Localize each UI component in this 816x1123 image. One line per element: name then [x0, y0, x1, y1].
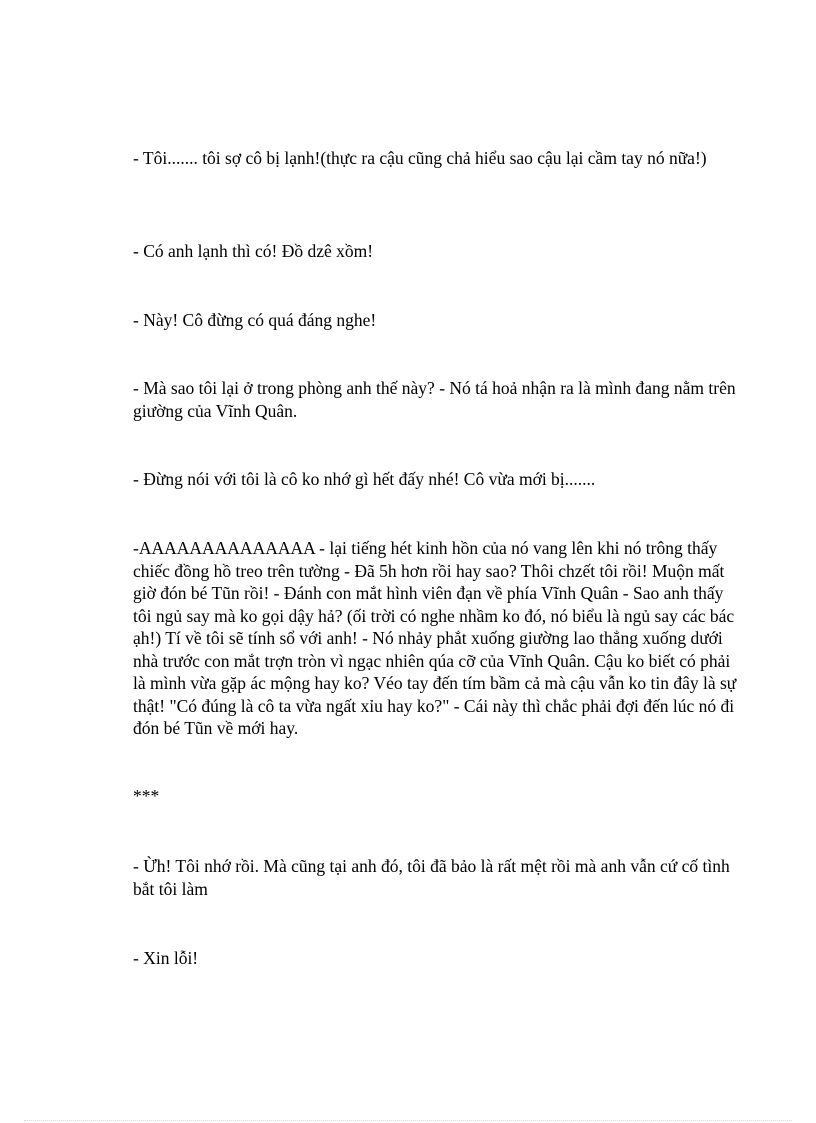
section-separator: *** [133, 786, 160, 806]
paragraph-8: - Xin lỗi! [133, 948, 199, 968]
paragraph-1: - Tôi....... tôi sợ cô bị lạnh!(thực ra cậu cũng chả hiểu sao cậu lại cầm tay nó nữa!) [133, 148, 707, 168]
paragraph-2: - Có anh lạnh thì có! Đồ dzê xồm! [133, 241, 374, 261]
page-bottom-divider [24, 1120, 792, 1121]
paragraph-3: - Này! Cô đừng có quá đáng nghe! [133, 310, 377, 330]
paragraph-4: - Mà sao tôi lại ở trong phòng anh thế này? - Nó tá hoả nhận ra là mình đang nằm trên giường của Vĩnh Quân. [133, 378, 736, 421]
paragraph-6: -AAAAAAAAAAAAAA - lại tiếng hét kinh hồn của nó vang lên khi nó trông thấy chiếc đồng hồ treo trên tường - Đã 5h hơn rồi hay sao? Thôi chzết tôi rồi! Muộn mất giờ đón bé Tũn rồi! - Đánh con mắt hình viên đạn về phía Vĩnh Quân - Sao anh thấy tôi ngủ say mà ko gọi dậy hả? (ối trời có nghe nhầm ko đó, nó biểu là ngủ say các bác ạh!) Tí về tôi sẽ tính sổ với anh! - Nó nhảy phắt xuống giường lao thẳng xuống dưới nhà trước con mắt trợn tròn vì ngạc nhiên qúa cỡ của Vĩnh Quân. Cậu ko biết có phải là mình vừa gặp ác mộng hay ko? Véo tay đến tím bầm cả mà cậu vẫn ko tin đây là sự thật! "Có đúng là cô ta vừa ngất xỉu hay ko?" - Cái này thì chắc phải đợi đến lúc nó đi đón bé Tũn về mới hay. [133, 538, 737, 738]
paragraph-7: - Ừh! Tôi nhớ rồi. Mà cũng tại anh đó, tôi đã bảo là rất mệt rồi mà anh vẫn cứ cố tình bắt tôi làm [133, 856, 730, 899]
paragraph-5: - Đừng nói với tôi là cô ko nhớ gì hết đấy nhé! Cô vừa mới bị....... [133, 469, 596, 489]
